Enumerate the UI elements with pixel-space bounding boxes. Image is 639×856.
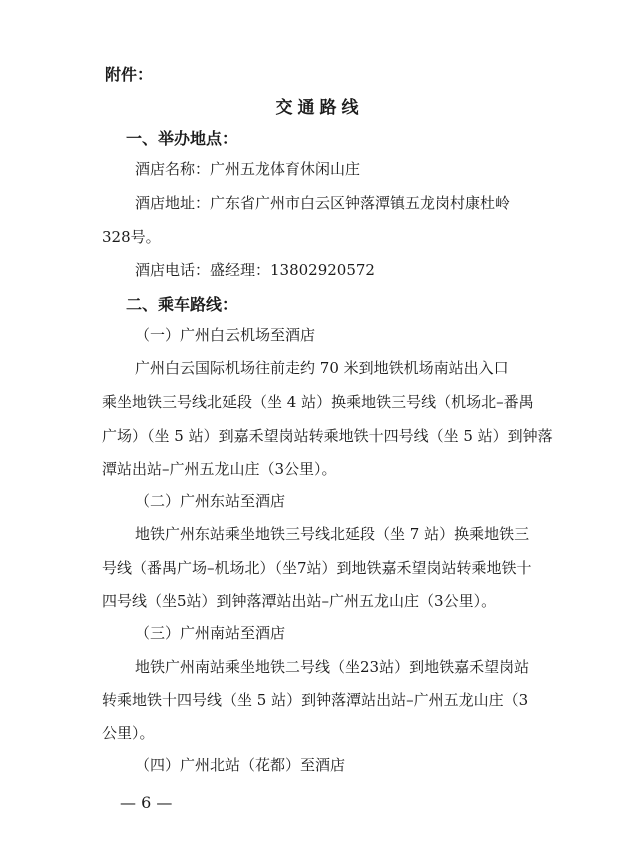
route1-line: 广场）（坐 5 站）到嘉禾望岗站转乘地铁十四号线（坐 5 站）到钟落 xyxy=(102,427,553,445)
hotel-name: 酒店名称：广州五龙体育休闲山庄 xyxy=(135,160,361,178)
route3-line: 公里）。 xyxy=(102,724,155,742)
route3-title: （三）广州南站至酒店 xyxy=(135,624,286,642)
route1-line: 潭站出站–广州五龙山庄（3公里）。 xyxy=(102,460,337,478)
route2-line: 地铁广州东站乘坐地铁三号线北延段（坐 7 站）换乘地铁三 xyxy=(135,525,530,543)
hotel-address-line2: 328号。 xyxy=(102,228,161,246)
route3-line: 转乘地铁十四号线（坐 5 站）到钟落潭站出站–广州五龙山庄（3 xyxy=(102,691,529,709)
route2-line: 四号线（坐5站）到钟落潭站出站–广州五龙山庄（3公里）。 xyxy=(102,592,497,610)
section1-heading: 一、举办地点： xyxy=(126,129,239,148)
hotel-phone: 酒店电话：盛经理：13802920572 xyxy=(135,261,375,279)
route4-title: （四）广州北站（花都）至酒店 xyxy=(135,756,346,774)
route1-line: 广州白云国际机场往前走约 70 米到地铁机场南站出入口 xyxy=(135,359,509,377)
page-title: 交通路线 xyxy=(275,98,364,118)
route3-line: 地铁广州南站乘坐地铁二号线（坐23站）到地铁嘉禾望岗站 xyxy=(135,658,530,676)
route2-line: 号线（番禺广场–机场北）（坐7站）到地铁嘉禾望岗站转乘地铁十 xyxy=(102,559,532,577)
route1-title: （一）广州白云机场至酒店 xyxy=(135,326,316,344)
hotel-address-line1: 酒店地址：广东省广州市白云区钟落潭镇五龙岗村康杜岭 xyxy=(135,194,511,212)
route1-line: 乘坐地铁三号线北延段（坐 4 站）换乘地铁三号线（机场北–番禺 xyxy=(102,393,534,411)
route2-title: （二）广州东站至酒店 xyxy=(135,492,286,510)
section2-heading: 二、乘车路线： xyxy=(126,295,239,314)
page-number: — 6 — xyxy=(120,793,173,812)
attachment-label: 附件： xyxy=(105,65,154,84)
